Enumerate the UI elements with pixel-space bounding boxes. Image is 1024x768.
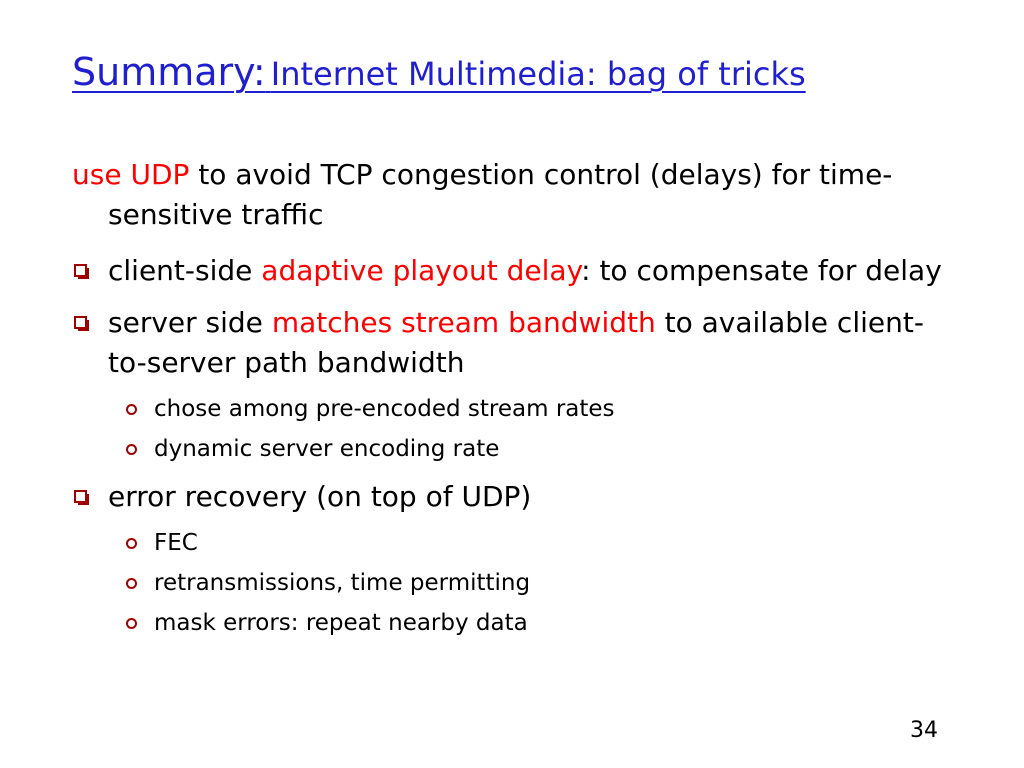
square-bullet-icon [74, 264, 87, 277]
bullet-text-post: to available client-to-server path bandwidth [108, 306, 924, 379]
sub-bullet-text: retransmissions, time permitting [154, 570, 531, 596]
circle-bullet-icon [126, 578, 137, 589]
page-number: 34 [910, 718, 938, 743]
sub-bullet-text: FEC [154, 530, 198, 556]
sub-bullet-item [72, 523, 952, 563]
sub-bullet-text: dynamic server encoding rate [154, 436, 500, 462]
sub-bullet-item [72, 563, 952, 603]
bullet-text-pre: server side [108, 306, 272, 339]
slide-title [72, 50, 806, 94]
lead-highlight: use UDP [72, 158, 190, 191]
circle-bullet-icon [126, 444, 137, 455]
sub-bullet-item [72, 389, 952, 429]
bullet-text-pre: client-side [108, 254, 262, 287]
bullet-item [72, 251, 952, 291]
slide-content [72, 155, 952, 651]
bullet-item [72, 477, 952, 517]
sub-bullet-text: chose among pre-encoded stream rates [154, 396, 615, 422]
bullet-item [72, 303, 952, 383]
bullet-text-highlight: adaptive playout delay [261, 254, 582, 287]
sub-bullet-item [72, 429, 952, 469]
square-bullet-icon [74, 490, 87, 503]
sub-bullet-list [72, 523, 952, 643]
lead-text: to avoid TCP congestion control (delays) for time-sensitive traffic [108, 158, 893, 231]
sub-bullet-item [72, 603, 952, 643]
bullet-text-pre: error recovery (on top of UDP) [108, 480, 532, 513]
lead-paragraph [72, 155, 952, 235]
bullet-text-highlight: matches stream bandwidth [271, 306, 656, 339]
square-bullet-icon [74, 316, 87, 329]
circle-bullet-icon [126, 618, 137, 629]
title-subtitle: Internet Multimedia: bag of tricks [270, 55, 806, 93]
sub-bullet-text: mask errors: repeat nearby data [154, 610, 528, 636]
circle-bullet-icon [126, 538, 137, 549]
sub-bullet-list [72, 389, 952, 469]
title-main: Summary: [72, 50, 266, 94]
circle-bullet-icon [126, 404, 137, 415]
bullet-text-post: : to compensate for delay [581, 254, 942, 287]
